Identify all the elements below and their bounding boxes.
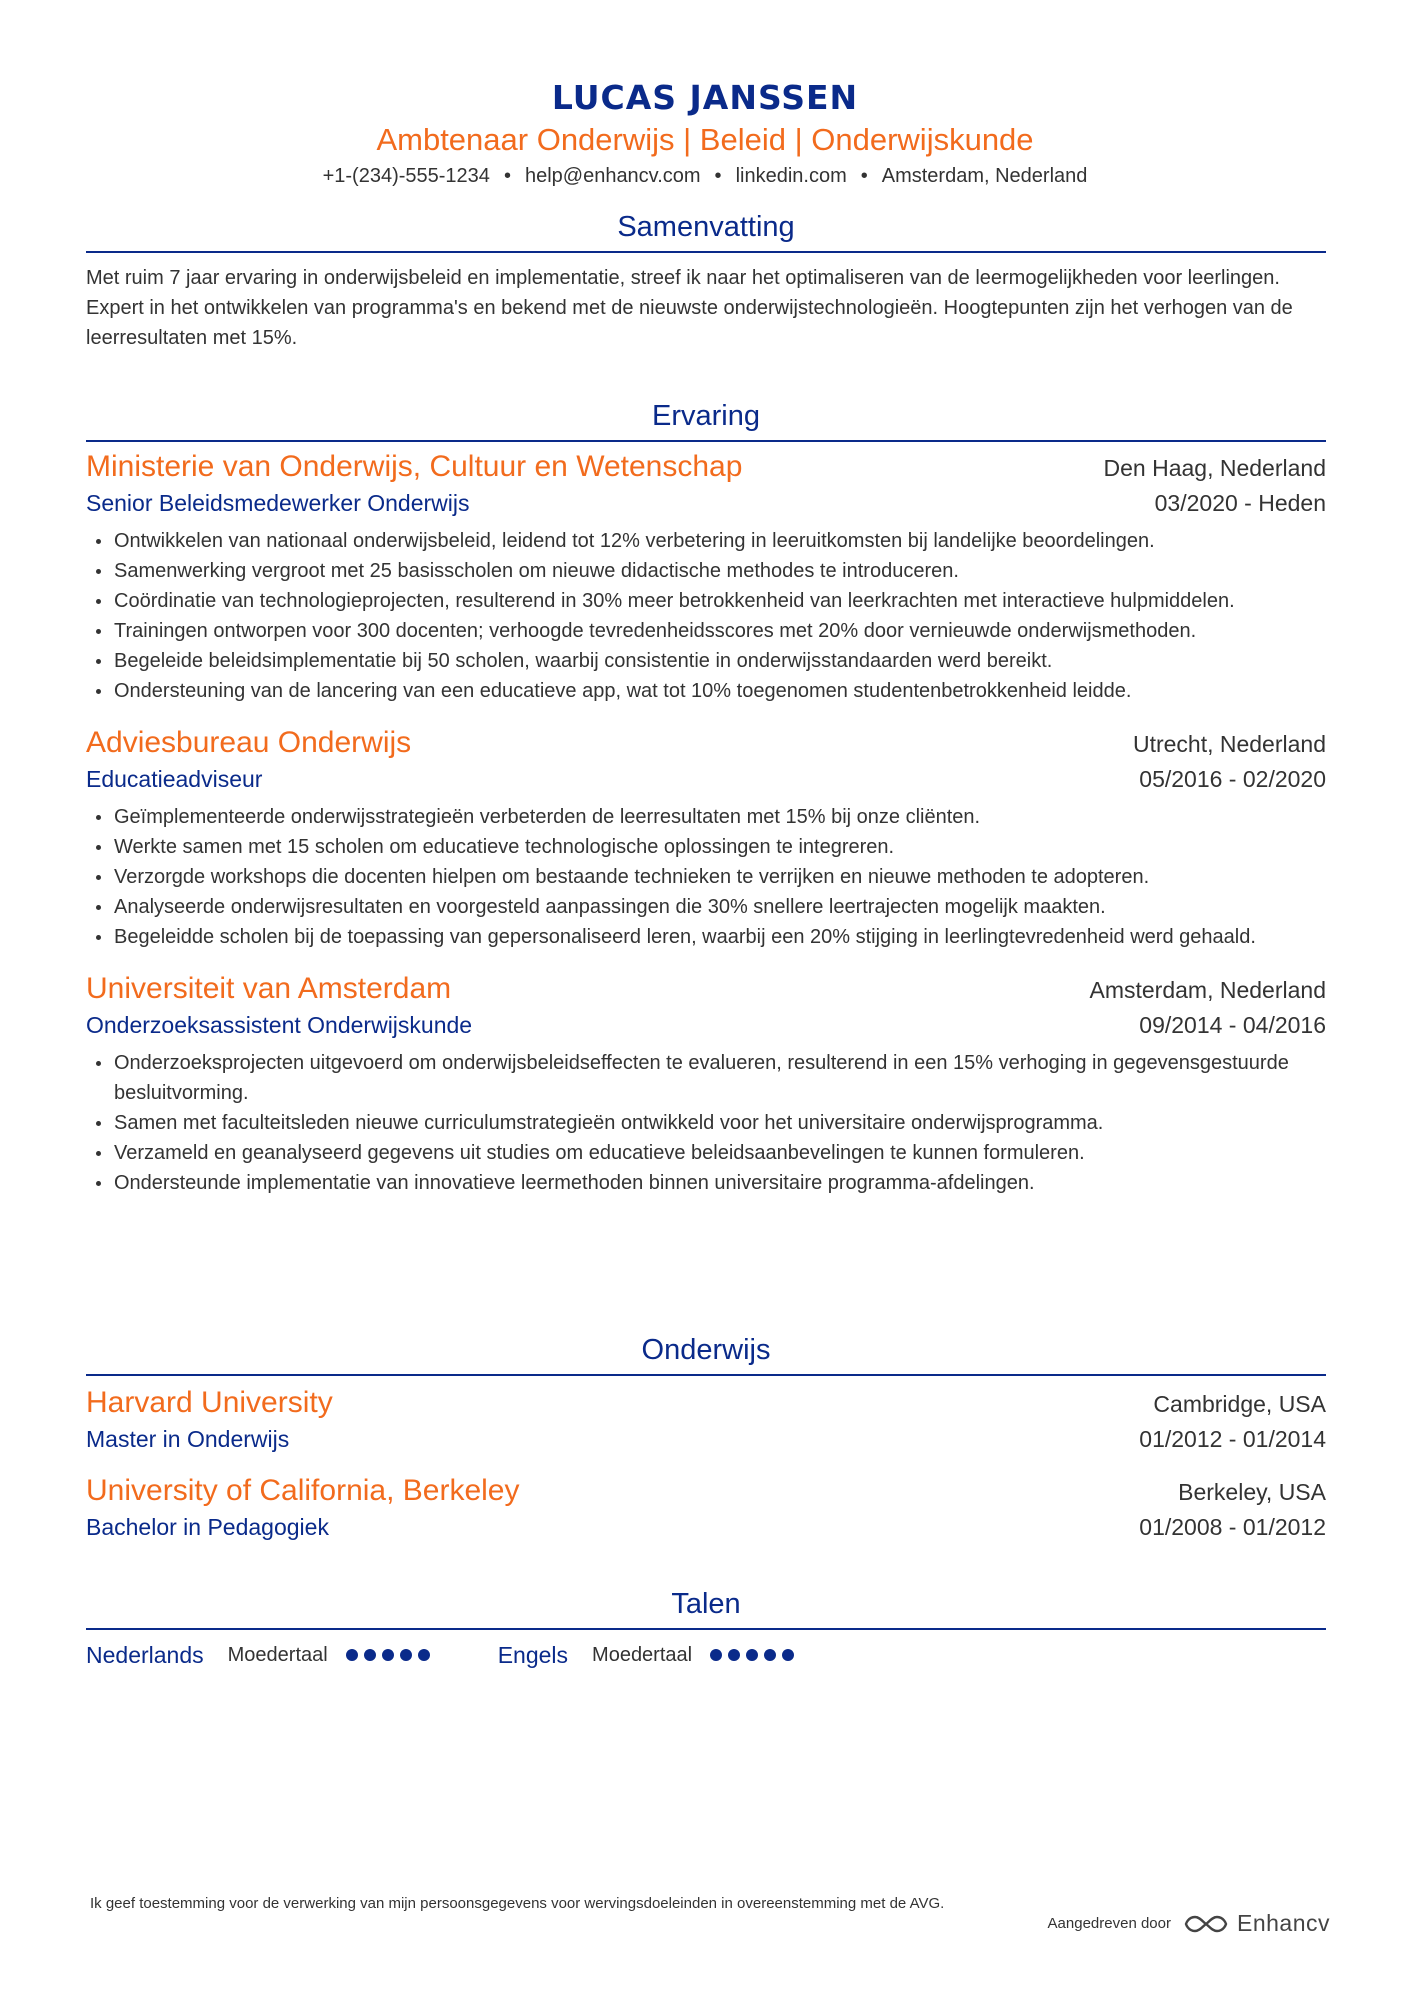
candidate-name: LUCAS JANSSEN [551, 78, 859, 117]
experience-bullets [86, 526, 1326, 706]
experience-bullets [86, 1048, 1326, 1198]
section-title-summary: Samenvatting [617, 211, 795, 243]
bullet-item: Werkte samen met 15 scholen om educatieve technologische oplossingen te integreren. [86, 832, 1326, 862]
bullet-item: Verzorgde workshops die docenten hielpen om bestaande technieken te verrijken en nieuwe methoden te adopteren. [86, 862, 1326, 892]
education-section [86, 1330, 1326, 1544]
footer [90, 1894, 1330, 1936]
proficiency-dot [346, 1649, 358, 1661]
proficiency-dot [400, 1649, 412, 1661]
section-divider [86, 440, 1326, 442]
powered-by-label: Aangedreven door [1047, 1915, 1171, 1932]
experience-location: Den Haag, Nederland [1103, 455, 1326, 481]
proficiency-dot [764, 1649, 776, 1661]
section-title-experience: Ervaring [652, 400, 760, 432]
experience-location: Utrecht, Nederland [1132, 731, 1326, 757]
experience-role: Onderzoeksassistent Onderwijskunde [86, 1012, 473, 1038]
experience-location: Amsterdam, Nederland [1089, 977, 1326, 1003]
powered-by [1048, 1910, 1330, 1937]
bullet-item: Verzameld en geanalyseerd gegevens uit studies om educatieve beleidsaanbevelingen te kunnen formuleren. [86, 1138, 1326, 1168]
proficiency-dot [382, 1649, 394, 1661]
language-item [86, 1638, 436, 1672]
language-level: Moedertaal [227, 1644, 328, 1666]
section-divider [86, 251, 1326, 253]
education-school: University of California, Berkeley [86, 1474, 520, 1507]
bullet-item: Ondersteunde implementatie van innovatieve leermethoden binnen universitaire programma-afdelingen. [86, 1168, 1326, 1198]
contact-email: help@enhancv.com [524, 165, 701, 187]
experience-bullets [86, 802, 1326, 952]
education-location: Cambridge, USA [1153, 1391, 1326, 1417]
education-degree: Bachelor in Pedagogiek [86, 1514, 329, 1540]
experience-org: Universiteit van Amsterdam [86, 972, 452, 1005]
language-name: Nederlands [86, 1642, 204, 1668]
education-entry [86, 1472, 1326, 1544]
brand-logo[interactable] [1183, 1910, 1330, 1937]
resume-header [0, 78, 1410, 190]
language-item [498, 1638, 800, 1672]
bullet-item: Geïmplementeerde onderwijsstrategieën verbeterden de leerresultaten met 15% bij onze cliënten. [86, 802, 1326, 832]
proficiency-dot [782, 1649, 794, 1661]
bullet-item: Analyseerde onderwijsresultaten en voorgesteld aanpassingen die 30% snellere leertrajecten mogelijk maakten. [86, 892, 1326, 922]
gdpr-consent: Ik geef toestemming voor de verwerking van mijn persoonsgegevens voor wervingsdoeleinden in overeenstemming met de AVG. [90, 1895, 945, 1912]
language-level: Moedertaal [592, 1644, 693, 1666]
experience-section [86, 396, 1326, 1198]
section-divider [86, 1374, 1326, 1376]
contact-phone: +1-(234)-555-1234 [322, 165, 490, 187]
proficiency-dot [746, 1649, 758, 1661]
proficiency-dots [710, 1649, 800, 1661]
candidate-headline: Ambtenaar Onderwijs | Beleid | Onderwijskunde [376, 122, 1034, 157]
education-school: Harvard University [86, 1386, 333, 1419]
proficiency-dot [418, 1649, 430, 1661]
experience-role: Educatieadviseur [86, 766, 263, 792]
experience-role: Senior Beleidsmedewerker Onderwijs [86, 490, 470, 516]
bullet-item: Ondersteuning van de lancering van een educatieve app, wat tot 10% toegenomen studentenbetrokkenheid leidde. [86, 676, 1326, 706]
experience-org: Adviesbureau Onderwijs [86, 726, 412, 759]
infinity-logo-icon [1183, 1912, 1229, 1936]
bullet-item: Begeleide beleidsimplementatie bij 50 scholen, waarbij consistentie in onderwijsstandaarden werd bereikt. [86, 646, 1326, 676]
experience-entry [86, 724, 1326, 952]
proficiency-dots [346, 1649, 436, 1661]
education-dates: 01/2008 - 01/2012 [1139, 1514, 1326, 1540]
experience-org: Ministerie van Onderwijs, Cultuur en Wetenschap [86, 450, 743, 483]
proficiency-dot [710, 1649, 722, 1661]
brand-name: Enhancv [1236, 1910, 1330, 1936]
education-dates: 01/2012 - 01/2014 [1139, 1426, 1326, 1452]
experience-dates: 09/2014 - 04/2016 [1139, 1012, 1326, 1038]
language-name: Engels [497, 1642, 569, 1668]
bullet-item: Samen met faculteitsleden nieuwe curriculumstrategieën ontwikkeld voor het universitaire onderwijsprogramma. [86, 1108, 1326, 1138]
languages-row [86, 1638, 1326, 1672]
contact-location: Amsterdam, Nederland [881, 165, 1088, 187]
education-entry [86, 1384, 1326, 1456]
education-degree: Master in Onderwijs [86, 1426, 290, 1452]
contact-line [0, 162, 1410, 190]
separator-dot: • [860, 165, 868, 187]
section-title-languages: Talen [671, 1588, 741, 1620]
bullet-item: Onderzoeksprojecten uitgevoerd om onderwijsbeleidseffecten te evalueren, resulterend in een 15% verhoging in gegevensgestuurde besluitvorming. [86, 1048, 1326, 1108]
experience-entry [86, 448, 1326, 706]
experience-dates: 03/2020 - Heden [1154, 490, 1326, 516]
education-location: Berkeley, USA [1178, 1479, 1326, 1505]
contact-linkedin: linkedin.com [735, 165, 847, 187]
summary-section [86, 207, 1326, 353]
bullet-item: Coördinatie van technologieprojecten, resulterend in 30% meer betrokkenheid van leerkrachten met interactieve hulpmiddelen. [86, 586, 1326, 616]
bullet-item: Trainingen ontworpen voor 300 docenten; verhoogde tevredenheidsscores met 20% door vernieuwde onderwijsmethoden. [86, 616, 1326, 646]
bullet-item: Samenwerking vergroot met 25 basisscholen om nieuwe didactische methodes te introduceren. [86, 556, 1326, 586]
separator-dot: • [503, 165, 511, 187]
section-divider [86, 1628, 1326, 1630]
bullet-item: Ontwikkelen van nationaal onderwijsbeleid, leidend tot 12% verbetering in leeruitkomsten bij landelijke beoordelingen. [86, 526, 1326, 556]
experience-dates: 05/2016 - 02/2020 [1139, 766, 1326, 792]
summary-text: Met ruim 7 jaar ervaring in onderwijsbeleid en implementatie, streef ik naar het optimaliseren van de leermogelijkheden voor leerlingen. Expert in het ontwikkelen van programma's en bekend met de nieuwste onderwijstechnologieën. Hoogtepunten zijn het verhogen van de leerresultaten met 15%. [86, 267, 1293, 349]
proficiency-dot [364, 1649, 376, 1661]
separator-dot: • [714, 165, 722, 187]
section-title-education: Onderwijs [641, 1334, 771, 1366]
proficiency-dot [728, 1649, 740, 1661]
bullet-item: Begeleidde scholen bij de toepassing van gepersonaliseerd leren, waarbij een 20% stijging in leerlingtevredenheid werd gehaald. [86, 922, 1326, 952]
experience-entry [86, 970, 1326, 1198]
languages-section [86, 1584, 1326, 1672]
